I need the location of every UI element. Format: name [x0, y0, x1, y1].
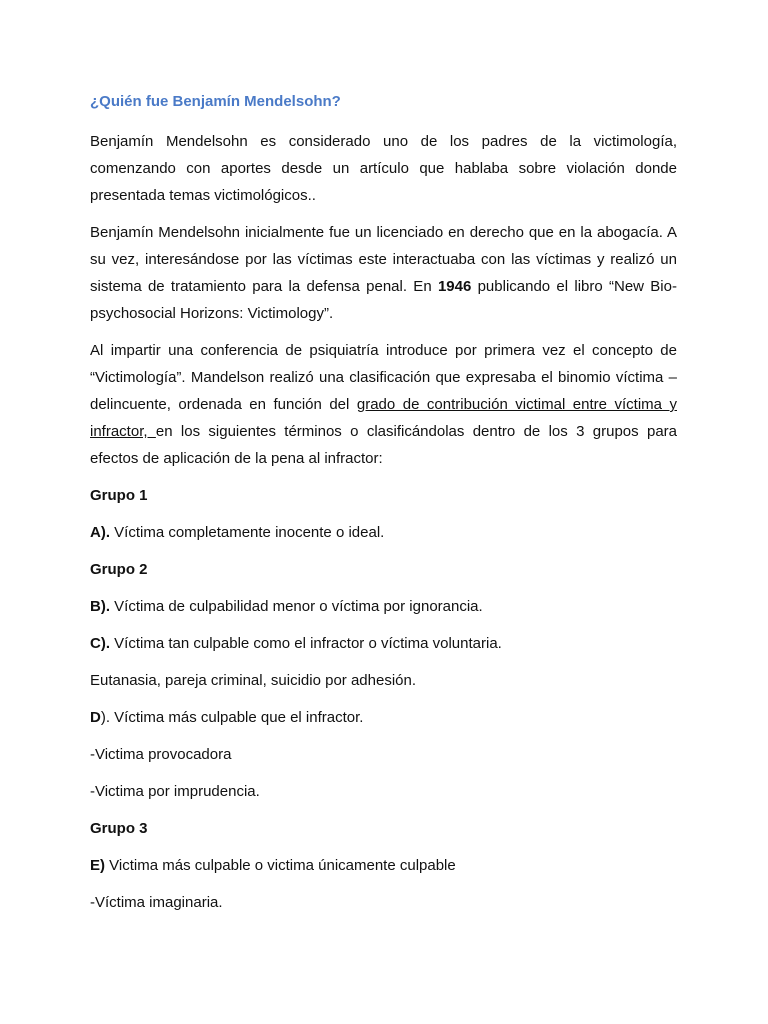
item-d-label: D	[90, 709, 101, 726]
item-e	[90, 852, 677, 879]
item-c-label: C).	[90, 635, 110, 652]
item-b-label: B).	[90, 598, 110, 615]
item-a-label: A).	[90, 524, 110, 541]
group-2-heading: Grupo 2	[90, 561, 148, 578]
year-1946: 1946	[437, 278, 472, 295]
document-title: ¿Quién fue Benjamín Mendelsohn?	[90, 93, 341, 110]
imprudencia-line: -Victima por imprudencia.	[90, 783, 260, 800]
classification-text-end: en los siguientes términos o clasificándolas dentro de los 3 grupos para efectos de aplicación de la pena al infractor:	[90, 423, 677, 467]
biography-text-start: Benjamín Mendelsohn inicialmente fue un licenciado en derecho que en la abogacía. A su vez, interesándose por las víctimas este interactuaba con las víctimas y realizó un sistema de tratamiento para la defensa penal. En	[90, 224, 677, 295]
eutanasia-line: Eutanasia, pareja criminal, suicidio por adhesión.	[90, 672, 417, 689]
item-e-text: Victima más culpable o victima únicamente culpable	[105, 857, 456, 874]
biography-text-end: publicando el libro “New Bio-psychosocial Horizons: Victimology”.	[90, 278, 677, 322]
item-d	[90, 704, 677, 731]
provocadora-line: -Victima provocadora	[90, 746, 232, 763]
document-page	[90, 92, 677, 926]
item-a	[90, 519, 677, 546]
item-c-text: Víctima tan culpable como el infractor o víctima voluntaria.	[110, 635, 502, 652]
paragraph-intro: Benjamín Mendelsohn es considerado uno de los padres de la victimología, comenzando con aportes desde un artículo que hablaba sobre violación donde presentada temas victimológicos..	[90, 133, 677, 204]
item-b-text: Víctima de culpabilidad menor o víctima por ignorancia.	[110, 598, 483, 615]
item-a-text: Víctima completamente inocente o ideal.	[110, 524, 385, 541]
classification-text-start: Al impartir una conferencia de psiquiatría introduce por primera vez el concepto de “Victimología”. Mandelson realizó una clasificación que expresaba el binomio víctima – delincuente, ordenada en función del	[90, 342, 677, 413]
paragraph-classification	[90, 337, 677, 472]
paragraph-biography	[90, 219, 677, 327]
item-e-label: E)	[90, 857, 105, 874]
underlined-phrase: grado de contribución victimal entre víctima y infractor,	[90, 396, 677, 440]
item-c	[90, 630, 677, 657]
imaginaria-line: -Víctima imaginaria.	[90, 894, 223, 911]
group-3-heading: Grupo 3	[90, 820, 148, 837]
group-1-heading: Grupo 1	[90, 487, 148, 504]
item-b	[90, 593, 677, 620]
item-d-text: ). Víctima más culpable que el infractor.	[100, 709, 364, 726]
